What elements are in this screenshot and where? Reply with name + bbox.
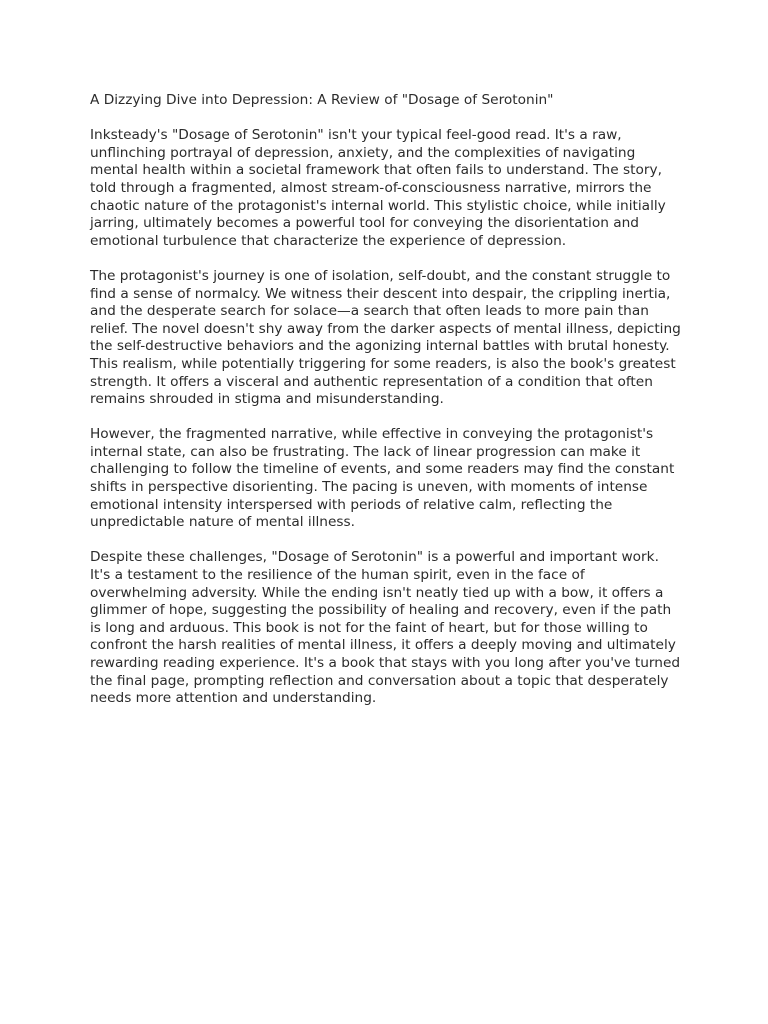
- paragraph-intro: Inksteady's "Dosage of Serotonin" isn't your typical feel-good read. It's a raw, unflinching portrayal of depression, anxiety, and the complexities of navigating mental health within a societal framework that often fails to understand. The story, told through a fragmented, almost stream-of-consciousness narrative, mirrors the chaotic nature of the protagonist's internal world. This stylistic choice, while initially jarring, ultimately becomes a powerful tool for conveying the disorientation and emotional turbulence that characterize the experience of depression.: [90, 127, 666, 249]
- document-body: [90, 92, 682, 725]
- paragraph-protagonist: The protagonist's journey is one of isolation, self-doubt, and the constant struggle to find a sense of normalcy. We witness their descent into despair, the crippling inertia, and the desperate search for solace—a search that often leads to more pain than relief. The novel doesn't shy away from the darker aspects of mental illness, depicting the self-destructive behaviors and the agonizing internal battles with brutal honesty. This realism, while potentially triggering for some readers, is also the book's greatest strength. It offers a visceral and authentic representation of a condition that often remains shrouded in stigma and misunderstanding.: [90, 267, 681, 408]
- document-title: A Dizzying Dive into Depression: A Review of "Dosage of Serotonin": [90, 92, 554, 108]
- paragraph-conclusion: Despite these challenges, "Dosage of Serotonin" is a powerful and important work. It's a testament to the resilience of the human spirit, even in the face of overwhelming adversity. While the ending isn't neatly tied up with a bow, it offers a glimmer of hope, suggesting the possibility of healing and recovery, even if the path is long and arduous. This book is not for the faint of heart, but for those willing to confront the harsh realities of mental illness, it offers a deeply moving and ultimately rewarding reading experience. It's a book that stays with you long after you've turned the final page, prompting reflection and conversation about a topic that desperately needs more attention and understanding.: [90, 549, 681, 707]
- paragraph-narrative-critique: However, the fragmented narrative, while effective in conveying the protagonist's internal state, can also be frustrating. The lack of linear progression can make it challenging to follow the timeline of events, and some readers may find the constant shifts in perspective disorienting. The pacing is uneven, with moments of intense emotional intensity interspersed with periods of relative calm, reflecting the unpredictable nature of mental illness.: [90, 426, 675, 531]
